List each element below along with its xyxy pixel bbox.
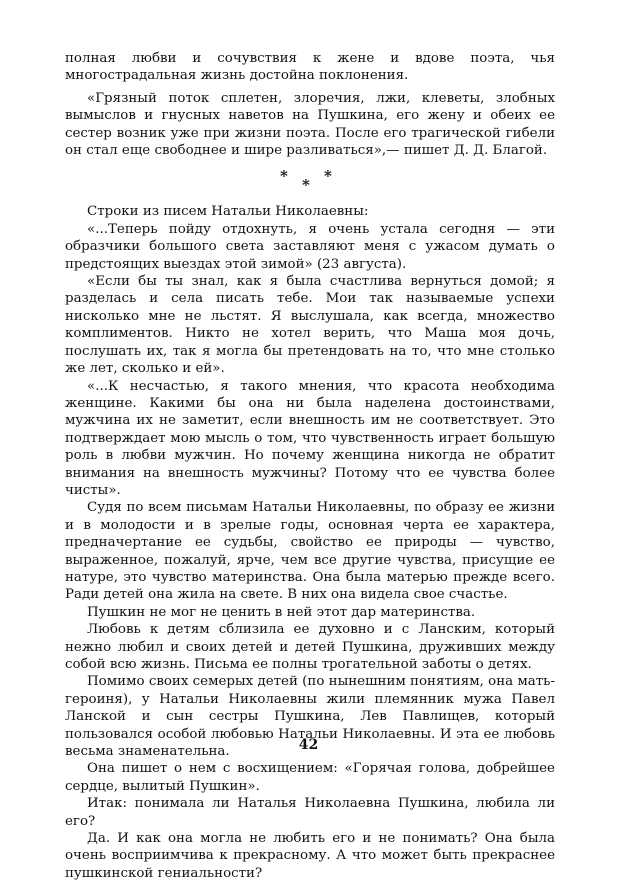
paragraph: Итак: понимала ли Наталья Николаевна Пушкина, любила ли его? <box>65 796 555 829</box>
paragraph-quote: «...Теперь пойду отдохнуть, я очень устала сегодня — эти образчики большого света заставляют меня с ужасом думать о предстоящих выездах этой зимой» (23 августа). <box>65 221 555 272</box>
paragraph: Строки из писем Натальи Николаевны: <box>87 204 369 220</box>
asterisk: * <box>324 167 332 186</box>
paragraph-quote: «Грязный поток сплетен, злоречия, лжи, клеветы, злобных вымыслов и гнусных наветов на Пушкина, его жену и обеих ее сестер возник уже при жизни поэта. После его трагической гибели он стал еще свободнее и шире разливаться»,— пишет Д. Д. Благой. <box>65 90 555 159</box>
paragraph: Да. И как она могла не любить его и не понимать? Она была очень восприимчива к прекрасному. А что может быть прекраснее пушкинской гениальности? <box>65 831 555 881</box>
paragraph: Любовь к детям сблизила ее духовно и с Ланским, который нежно любил и своих детей и детей Пушкина, друживших между собой всю жизнь. Письма ее полны трогательной заботы о детях. <box>65 622 555 672</box>
page-text <box>65 50 555 882</box>
asterisk: * <box>280 167 288 186</box>
paragraph: полная любви и сочувствия к жене и вдове поэта, чья многострадальная жизнь достойна поклонения. <box>65 51 555 84</box>
paragraph: Пушкин не мог не ценить в ней этот дар материнства. <box>87 604 476 620</box>
paragraph: Она пишет о нем с восхищением: «Горячая голова, добрейшее сердце, вылитый Пушкин». <box>65 761 555 794</box>
page-number: 42 <box>298 737 319 753</box>
asterisk: * <box>302 176 310 195</box>
paragraph: Судя по всем письмам Натальи Николаевны, по образу ее жизни и в молодости и в зрелые годы, основная черта ее характера, предначертание ее судьбы, свойство ее природы — чувство, выраженное, пожалуй, ярче, чем все другие чувства, присущие ее натуре, это чувство материнства. Она была матерью прежде всего. Ради детей она жила на свете. В них она видела свое счастье. <box>65 500 555 603</box>
section-divider <box>65 167 555 201</box>
paragraph: Помимо своих семерых детей (по нынешним понятиям, она мать-героиня), у Натальи Николаевны жили племянник мужа Павел Ланской и сын сестры Пушкина, Лев Павлищев, который пользовался особой любовью Натальи Николаевны. И эта ее любовь весьма знаменательна. <box>65 674 555 760</box>
paragraph-quote: «Если бы ты знал, как я была счастлива вернуться домой; я разделась и села писать тебе. Мои так называемые успехи нисколько мне не льстят. Я выслушала, как всегда, множество комплиментов. Никто не хотел верить, что Маша моя дочь, послушать их, так я могла бы претендовать на то, что мне столько же лет, сколько и ей». <box>65 274 555 377</box>
paragraph-quote: «...К несчастью, я такого мнения, что красота необходима женщине. Какими бы она ни была наделена достоинствами, мужчина их не заметит, если внешность им не соответствует. Это подтверждает мою мысль о том, что чувственность играет большую роль в любви мужчин. Но почему женщина никогда не обратит внимания на внешность мужчины? Потому что ее чувства более чисты». <box>65 378 555 498</box>
